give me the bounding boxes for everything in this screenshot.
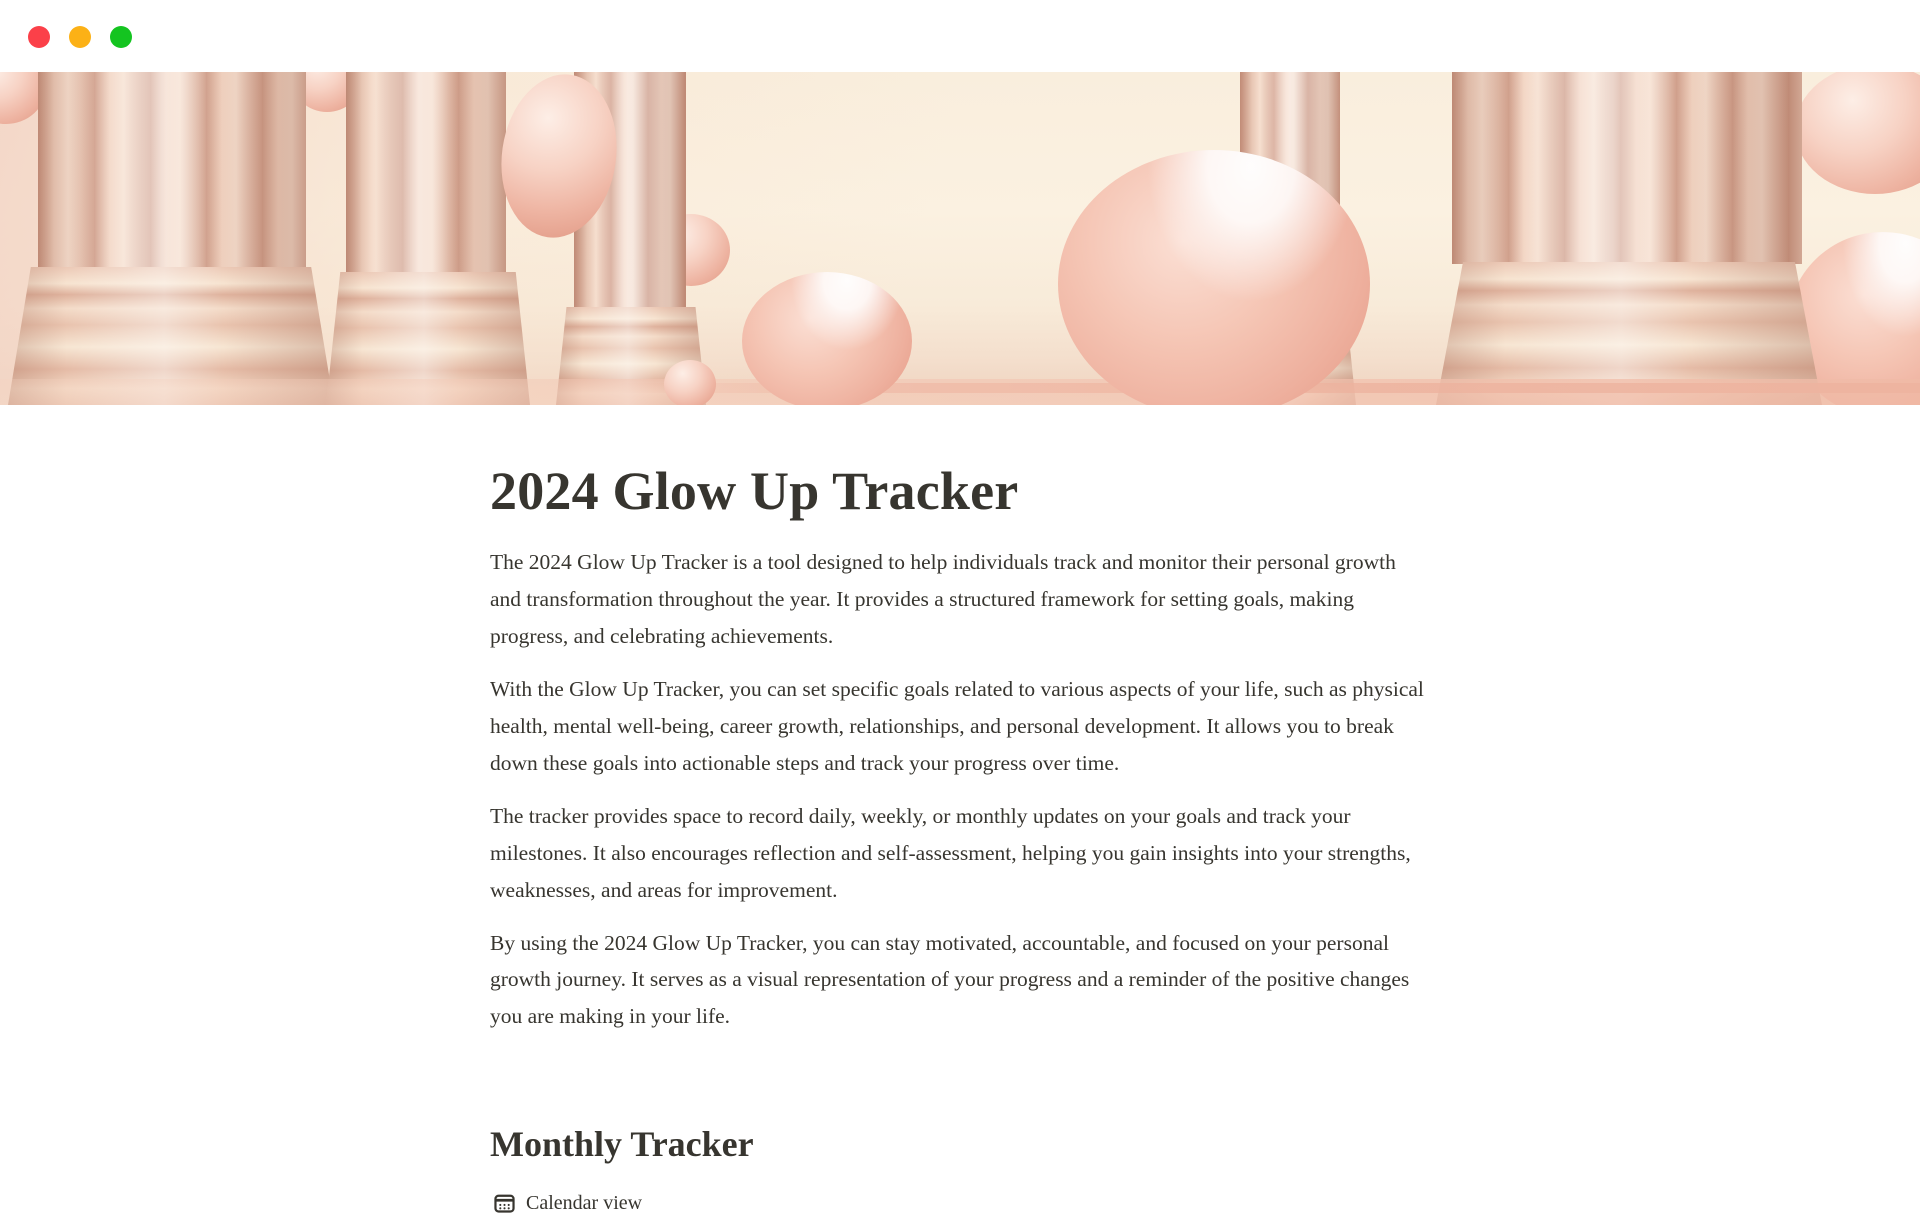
paragraph-intro[interactable]: The 2024 Glow Up Tracker is a tool designed to help individuals track and monitor their personal growth and transformation throughout the year. It provides a structured framework for setting goals, making progress, and celebrating achievements. <box>490 549 1396 648</box>
cover-floor-glow <box>0 379 1920 405</box>
cover-sphere-top-right <box>1795 72 1920 194</box>
calendar-view-tab[interactable] <box>490 1190 646 1217</box>
cover-sphere-ground-small <box>664 360 716 405</box>
cover-sphere-ground-center <box>742 272 912 405</box>
page-title[interactable]: 2024 Glow Up Tracker <box>490 461 1019 521</box>
paragraph-motivation[interactable]: By using the 2024 Glow Up Tracker, you can stay motivated, accountable, and focused on your personal growth journey. It serves as a visual representation of your progress and a reminder of the positive changes you are making in your life. <box>490 930 1410 1029</box>
calendar-view-label: Calendar view <box>526 1192 643 1215</box>
monthly-tracker-heading[interactable]: Monthly Tracker <box>490 1124 754 1165</box>
page-body <box>490 459 1430 1219</box>
paragraph-goals[interactable]: With the Glow Up Tracker, you can set specific goals related to various aspects of your life, such as physical health, mental well-being, career growth, relationships, and personal development. It allows you to break down these goals into actionable steps and track your progress over time. <box>490 676 1424 775</box>
window-titlebar <box>0 0 1920 72</box>
cover-sphere-large <box>1058 150 1370 405</box>
window-close-button[interactable] <box>28 26 50 48</box>
calendar-icon <box>494 1193 515 1214</box>
paragraph-updates[interactable]: The tracker provides space to record daily, weekly, or monthly updates on your goals and track your milestones. It also encourages reflection and self-assessment, helping you gain insights into your strengths, weaknesses, and areas for improvement. <box>490 803 1411 902</box>
window-zoom-button[interactable] <box>110 26 132 48</box>
cover-image <box>0 72 1920 405</box>
window-minimize-button[interactable] <box>69 26 91 48</box>
